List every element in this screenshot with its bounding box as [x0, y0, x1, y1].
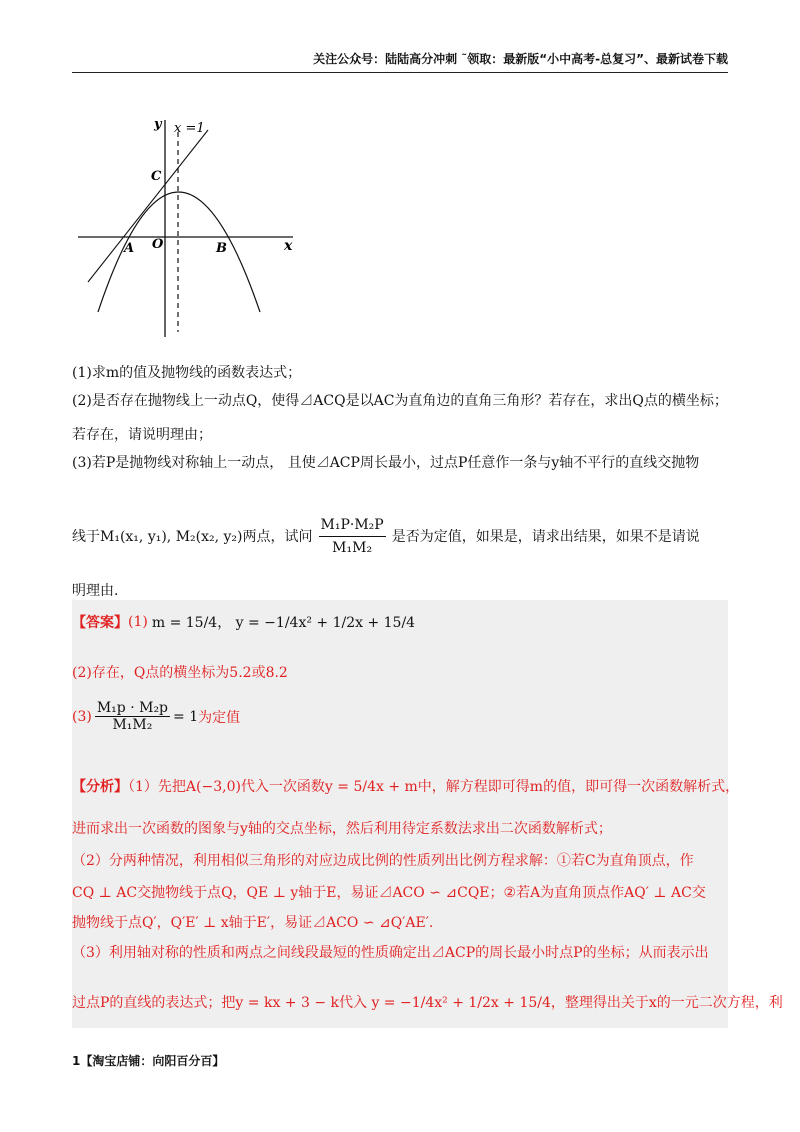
label-x-equals-1: x =1 — [174, 121, 205, 136]
answer-3-post: 为定值 — [198, 709, 241, 726]
question-1: (1)求m的值及抛物线的函数表达式； — [72, 365, 302, 381]
question-3-end: 明理由. — [72, 583, 119, 599]
analysis-5: 抛物线于点Q′，Q′E′ ⊥ x轴于E′，易证⊿ACO ∽ ⊿Q′AE′. — [72, 915, 434, 931]
question-3-numerator: M₁P·M₂P — [319, 514, 386, 537]
answer-3-pre: (3) — [72, 708, 92, 725]
answer-3-fraction — [95, 700, 170, 733]
answer-2: (2)存在，Q点的横坐标为5.2或8.2 — [72, 665, 288, 681]
page-footer: 1【淘宝店铺：向阳百分百】 — [72, 1054, 225, 1068]
question-3-fraction — [319, 514, 386, 559]
analysis-6: （3）利用轴对称的性质和两点之间线段最短的性质确定出⊿ACP的周长最小时点P的坐标；从而表示出 — [72, 945, 709, 961]
label-y: y — [154, 117, 162, 132]
parabola-graph — [78, 112, 308, 342]
answer-1-formula: m = 15/4， y = −1/4x² + 1/2x + 15/4 — [151, 615, 416, 631]
question-3-post: 是否为定值，如果是，请求出结果，如果不是请说 — [391, 528, 700, 545]
answer-1-pre: (1) — [128, 614, 148, 630]
answer-3-equals: = 1 — [173, 708, 199, 725]
label-b: B — [216, 241, 227, 256]
analysis-3: （2）分两种情况，利用相似三角形的对应边成比例的性质列出比例方程求解：①若C为直角顶点，作 — [72, 853, 694, 869]
parabola-curve — [98, 192, 260, 312]
answer-box — [72, 600, 783, 1028]
header-text: 关注公众号：陆陆高分冲刺 ˜领取：最新版“小中高考-总复习”、最新试卷下载 — [313, 52, 728, 66]
label-o: O — [152, 237, 164, 252]
analysis-4: CQ ⊥ AC交抛物线于点Q，QE ⊥ y轴于E，易证⊿ACO ∽ ⊿CQE；②若A为直角顶点作AQ′ ⊥ AC交 — [72, 885, 706, 901]
answer-3-numerator: M₁p · M₂p — [96, 700, 169, 716]
page-header — [72, 50, 728, 73]
question-3-denominator: M₁M₂ — [332, 540, 373, 556]
question-3-cont — [72, 514, 700, 559]
question-3-pre: 线于M₁(x₁, y₁), M₂(x₂, y₂)两点，试问 — [72, 528, 313, 545]
analysis-tag: 【分析】 — [72, 779, 128, 795]
line-ac — [88, 130, 208, 282]
answer-3-denominator: M₁M₂ — [112, 717, 153, 733]
analysis-7: 过点P的直线的表达式；把y = kx + 3 − k代入 y = −1/4x² + 1/2x + 15/4，整理得出关于x的一元二次方程，利 — [72, 995, 783, 1011]
label-a: A — [124, 241, 135, 256]
answer-1 — [72, 612, 415, 632]
analysis-2: 进而求出一次函数的图象与y轴的交点坐标，然后利用待定系数法求出二次函数解析式； — [72, 821, 612, 837]
answer-3 — [72, 700, 240, 733]
question-2: (2)是否存在抛物线上一动点Q，使得⊿ACQ是以AC为直角边的直角三角形？若存在，求出Q点的横坐标； — [72, 393, 728, 409]
question-3: (3)若P是抛物线对称轴上一动点， 且使⊿ACP周长最小，过点P任意作一条与y轴不平行的直线交抛物 — [72, 455, 700, 471]
label-c: C — [151, 169, 162, 184]
question-2-cont: 若存在，请说明理由； — [72, 427, 212, 443]
analysis-1-text: （1）先把A(−3,0)代入一次函数y = 5/4x + m中，解方程即可得m的值，即可得一次函数解析式， — [128, 779, 740, 795]
answer-tag: 【答案】 — [72, 615, 128, 631]
analysis-1 — [72, 776, 739, 796]
label-x: x — [284, 238, 293, 254]
